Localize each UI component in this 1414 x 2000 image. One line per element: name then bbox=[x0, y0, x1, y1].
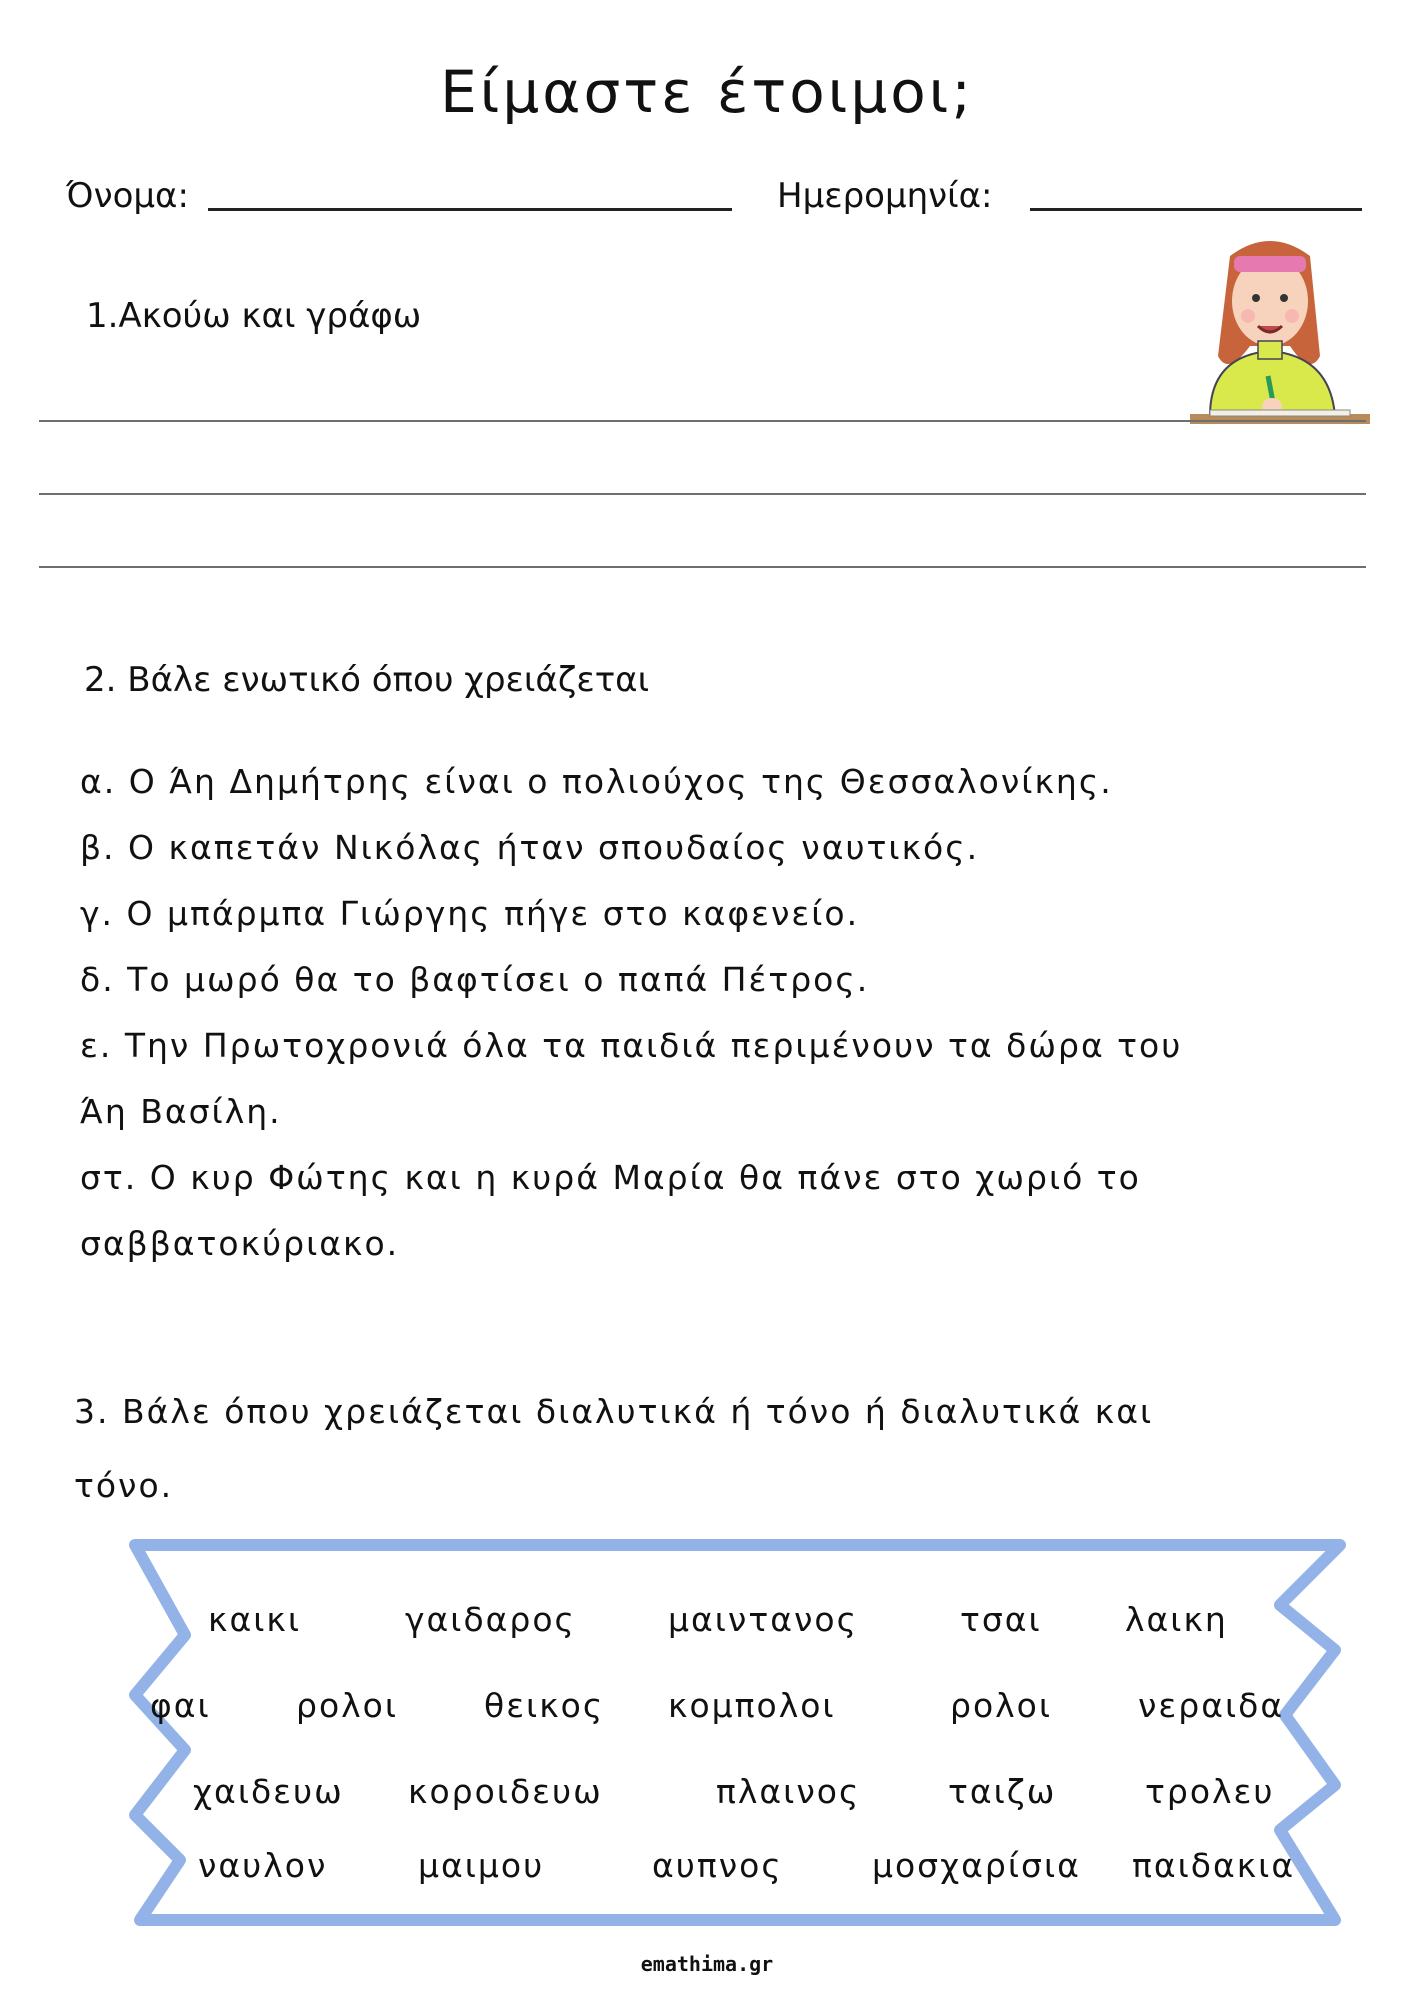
word: γαιδαρος bbox=[405, 1600, 576, 1639]
sentence: σαββατοκύριακο. bbox=[80, 1224, 400, 1263]
word: νεραιδα bbox=[1138, 1686, 1285, 1725]
word: ρολοι bbox=[296, 1686, 399, 1725]
sentence: στ. Ο κυρ Φώτης και η κυρά Μαρία θα πάνε στο χωριό το bbox=[80, 1158, 1141, 1197]
word: κομπολοι bbox=[668, 1686, 836, 1725]
exercise3-heading-cont: τόνο. bbox=[74, 1466, 174, 1505]
word: πλαινος bbox=[716, 1772, 861, 1811]
word: ταιζω bbox=[948, 1772, 1057, 1811]
word: παιδακια bbox=[1132, 1846, 1296, 1885]
word: θεικος bbox=[484, 1686, 605, 1725]
exercise2-heading: 2. Βάλε ενωτικό όπου χρειάζεται bbox=[84, 660, 650, 700]
word: μαιντανος bbox=[668, 1600, 858, 1639]
word: ρολοι bbox=[950, 1686, 1053, 1725]
date-label: Ημερομηνία: bbox=[777, 176, 993, 216]
sentence: ε. Την Πρωτοχρονιά όλα τα παιδιά περιμένουν τα δώρα του bbox=[80, 1026, 1183, 1065]
word: μαιμου bbox=[418, 1846, 545, 1885]
exercise1-heading: 1.Ακούω και γράφω bbox=[86, 296, 422, 336]
word: αυπνος bbox=[652, 1846, 783, 1885]
sentence: δ. Το μωρό θα το βαφτίσει ο παπά Πέτρος. bbox=[80, 960, 870, 999]
sentence: γ. Ο μπάρμπα Γιώργης πήγε στο καφενείο. bbox=[80, 894, 860, 933]
word: χαιδευω bbox=[193, 1772, 344, 1811]
sentence: Άη Βασίλη. bbox=[80, 1092, 282, 1131]
footer-site: emathima.gr bbox=[640, 1952, 774, 1976]
word: καικι bbox=[208, 1600, 301, 1639]
exercise3-heading: 3. Βάλε όπου χρειάζεται διαλυτικά ή τόνο ή διαλυτικά και bbox=[74, 1392, 1154, 1431]
word: κοροιδευω bbox=[408, 1772, 603, 1811]
word: τρολευ bbox=[1145, 1772, 1275, 1811]
word: ναυλον bbox=[198, 1846, 328, 1885]
word: φαι bbox=[150, 1686, 211, 1725]
word: μοσχαρίσια bbox=[872, 1846, 1081, 1885]
page-title: Είμαστε έτοιμοι; bbox=[440, 58, 974, 126]
sentence: α. Ο Άη Δημήτρης είναι ο πολιούχος της Θεσσαλονίκης. bbox=[80, 762, 1113, 801]
word: λαικη bbox=[1125, 1600, 1228, 1639]
name-label: Όνομα: bbox=[66, 176, 189, 216]
sentence: β. Ο καπετάν Νικόλας ήταν σπουδαίος ναυτικός. bbox=[80, 828, 980, 867]
word: τσαι bbox=[960, 1600, 1042, 1639]
